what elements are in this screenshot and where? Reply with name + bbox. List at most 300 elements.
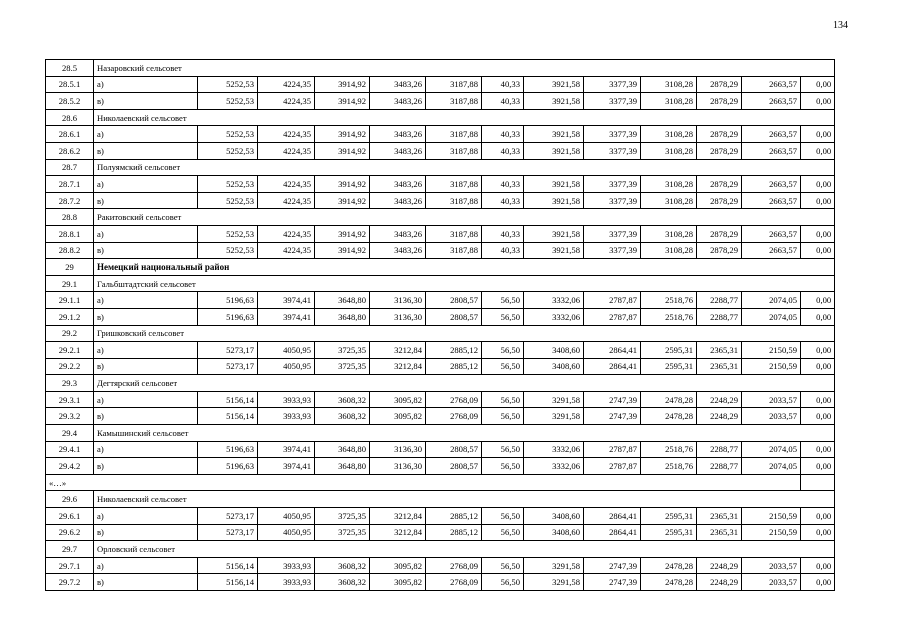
row-label: в) [94, 93, 198, 110]
value-cell: 3483,26 [370, 225, 426, 242]
value-cell: 56,50 [482, 391, 524, 408]
table-row [46, 458, 835, 475]
row-label: в) [94, 358, 198, 375]
value-cell: 2663,57 [742, 76, 801, 93]
value-cell: 0,00 [801, 358, 835, 375]
value-cell: 2033,57 [742, 574, 801, 591]
value-cell: 3187,88 [426, 192, 482, 209]
section-header-row [46, 159, 835, 176]
table-row [46, 126, 835, 143]
value-cell: 56,50 [482, 524, 524, 541]
value-cell: 4224,35 [258, 126, 315, 143]
value-cell: 2663,57 [742, 176, 801, 193]
value-cell: 2365,31 [697, 358, 742, 375]
value-cell: 2878,29 [697, 192, 742, 209]
value-cell: 56,50 [482, 308, 524, 325]
table-row [46, 176, 835, 193]
row-code: 29.1.2 [46, 308, 94, 325]
value-cell: 3108,28 [641, 93, 697, 110]
row-code: 29.7 [46, 541, 94, 558]
value-cell: 3933,93 [258, 574, 315, 591]
value-cell: 3108,28 [641, 192, 697, 209]
row-code: 29.4.1 [46, 441, 94, 458]
value-cell: 3095,82 [370, 391, 426, 408]
value-cell: 3187,88 [426, 76, 482, 93]
value-cell: 2595,31 [641, 358, 697, 375]
value-cell: 3187,88 [426, 93, 482, 110]
value-cell: 4224,35 [258, 242, 315, 259]
value-cell: 4050,95 [258, 508, 315, 525]
value-cell: 2747,39 [584, 574, 641, 591]
value-cell: 3136,30 [370, 441, 426, 458]
value-cell: 5252,53 [198, 76, 258, 93]
value-cell: 56,50 [482, 557, 524, 574]
value-cell: 0,00 [801, 225, 835, 242]
value-cell: 3377,39 [584, 142, 641, 159]
value-cell: 40,33 [482, 225, 524, 242]
value-cell: 56,50 [482, 408, 524, 425]
value-cell: 56,50 [482, 441, 524, 458]
row-label: а) [94, 292, 198, 309]
value-cell: 2663,57 [742, 192, 801, 209]
value-cell: 3212,84 [370, 524, 426, 541]
value-cell: 2768,09 [426, 408, 482, 425]
value-cell: 2878,29 [697, 93, 742, 110]
value-cell: 2878,29 [697, 176, 742, 193]
value-cell: 3608,32 [315, 391, 370, 408]
value-cell: 2033,57 [742, 391, 801, 408]
value-cell: 3108,28 [641, 142, 697, 159]
value-cell: 3408,60 [524, 342, 584, 359]
section-name: Дегтярский сельсовет [94, 375, 835, 392]
value-cell: 4050,95 [258, 342, 315, 359]
row-code: 28.7.1 [46, 176, 94, 193]
value-cell: 56,50 [482, 574, 524, 591]
section-header-row [46, 259, 835, 276]
value-cell: 3377,39 [584, 93, 641, 110]
value-cell: 5273,17 [198, 358, 258, 375]
value-cell: 2768,09 [426, 557, 482, 574]
section-header-row [46, 109, 835, 126]
section-header-row [46, 375, 835, 392]
value-cell: 2365,31 [697, 342, 742, 359]
value-cell: 40,33 [482, 126, 524, 143]
value-cell: 2878,29 [697, 126, 742, 143]
value-cell: 3108,28 [641, 242, 697, 259]
section-name: Полуямский сельсовет [94, 159, 835, 176]
value-cell: 3291,58 [524, 408, 584, 425]
value-cell: 2150,59 [742, 342, 801, 359]
value-cell: 2288,77 [697, 292, 742, 309]
value-cell: 40,33 [482, 93, 524, 110]
value-cell: 3332,06 [524, 308, 584, 325]
value-cell: 0,00 [801, 408, 835, 425]
value-cell: 3933,93 [258, 408, 315, 425]
value-cell: 3483,26 [370, 242, 426, 259]
row-code: 29.1.1 [46, 292, 94, 309]
value-cell: 2768,09 [426, 391, 482, 408]
table-row [46, 292, 835, 309]
row-code: 28.8.1 [46, 225, 94, 242]
row-code: 28.6.2 [46, 142, 94, 159]
row-code: 29.7.1 [46, 557, 94, 574]
section-header-row [46, 325, 835, 342]
row-label: в) [94, 242, 198, 259]
value-cell: 2248,29 [697, 391, 742, 408]
value-cell: 3608,32 [315, 574, 370, 591]
tariff-table [45, 59, 835, 591]
value-cell: 0,00 [801, 292, 835, 309]
value-cell: 0,00 [801, 441, 835, 458]
value-cell: 3914,92 [315, 176, 370, 193]
value-cell: 5156,14 [198, 391, 258, 408]
value-cell: 5252,53 [198, 192, 258, 209]
value-cell: 2478,28 [641, 557, 697, 574]
table-row [46, 93, 835, 110]
row-label: в) [94, 574, 198, 591]
value-cell: 2518,76 [641, 458, 697, 475]
value-cell: 0,00 [801, 557, 835, 574]
table-row [46, 192, 835, 209]
row-code: 29.6 [46, 491, 94, 508]
value-cell: 40,33 [482, 192, 524, 209]
row-code: 29.2.1 [46, 342, 94, 359]
value-cell: 3648,80 [315, 308, 370, 325]
value-cell: 0,00 [801, 342, 835, 359]
section-name: Гришковский сельсовет [94, 325, 835, 342]
value-cell: 2885,12 [426, 342, 482, 359]
value-cell: 3483,26 [370, 142, 426, 159]
value-cell: 2885,12 [426, 508, 482, 525]
value-cell: 5273,17 [198, 524, 258, 541]
value-cell: 3483,26 [370, 93, 426, 110]
value-cell: 3408,60 [524, 508, 584, 525]
value-cell: 2747,39 [584, 408, 641, 425]
value-cell: 3914,92 [315, 93, 370, 110]
section-name: Немецкий национальный район [94, 259, 835, 276]
value-cell: 2663,57 [742, 142, 801, 159]
value-cell: 2808,57 [426, 292, 482, 309]
value-cell: 2074,05 [742, 292, 801, 309]
row-label: в) [94, 524, 198, 541]
value-cell: 2150,59 [742, 524, 801, 541]
value-cell: 2864,41 [584, 358, 641, 375]
section-name: Николаевский сельсовет [94, 491, 835, 508]
value-cell: 2033,57 [742, 408, 801, 425]
row-code: 29.3.2 [46, 408, 94, 425]
value-cell: 2074,05 [742, 458, 801, 475]
value-cell: 0,00 [801, 391, 835, 408]
row-label: в) [94, 408, 198, 425]
value-cell: 3921,58 [524, 126, 584, 143]
value-cell: 3291,58 [524, 574, 584, 591]
section-header-row [46, 60, 835, 77]
value-cell: 4050,95 [258, 524, 315, 541]
value-cell: 2248,29 [697, 574, 742, 591]
value-cell: 3914,92 [315, 76, 370, 93]
section-header-row [46, 425, 835, 442]
value-cell: 4224,35 [258, 142, 315, 159]
value-cell: 2288,77 [697, 308, 742, 325]
value-cell: 2288,77 [697, 441, 742, 458]
value-cell: 2595,31 [641, 524, 697, 541]
row-label: в) [94, 192, 198, 209]
value-cell: 2033,57 [742, 557, 801, 574]
section-name: Николаевский сельсовет [94, 109, 835, 126]
table-row [46, 508, 835, 525]
value-cell: 5196,63 [198, 308, 258, 325]
table-row [46, 574, 835, 591]
table-row [46, 308, 835, 325]
section-name: Ракитовский сельсовет [94, 209, 835, 226]
value-cell: 4224,35 [258, 76, 315, 93]
value-cell: 2663,57 [742, 93, 801, 110]
value-cell: 4224,35 [258, 176, 315, 193]
value-cell: 5252,53 [198, 126, 258, 143]
value-cell: 3914,92 [315, 242, 370, 259]
value-cell: 3187,88 [426, 242, 482, 259]
value-cell: 3725,35 [315, 358, 370, 375]
row-label: в) [94, 458, 198, 475]
value-cell: 3483,26 [370, 76, 426, 93]
row-label: а) [94, 391, 198, 408]
table-row [46, 342, 835, 359]
row-code: 28.8 [46, 209, 94, 226]
value-cell: 3974,41 [258, 308, 315, 325]
value-cell: 2663,57 [742, 242, 801, 259]
value-cell: 56,50 [482, 508, 524, 525]
row-label: а) [94, 176, 198, 193]
row-code: 29.3 [46, 375, 94, 392]
row-code: 28.7.2 [46, 192, 94, 209]
value-cell: 2787,87 [584, 441, 641, 458]
value-cell: 3914,92 [315, 142, 370, 159]
value-cell: 3187,88 [426, 126, 482, 143]
row-code: 28.5 [46, 60, 94, 77]
value-cell: 4224,35 [258, 192, 315, 209]
section-name: Орловский сельсовет [94, 541, 835, 558]
value-cell: 56,50 [482, 358, 524, 375]
value-cell: 40,33 [482, 76, 524, 93]
value-cell: 2878,29 [697, 142, 742, 159]
value-cell: 3108,28 [641, 126, 697, 143]
value-cell: 2768,09 [426, 574, 482, 591]
value-cell: 2518,76 [641, 441, 697, 458]
value-cell: 2808,57 [426, 308, 482, 325]
value-cell: 3332,06 [524, 458, 584, 475]
value-cell: 3725,35 [315, 508, 370, 525]
value-cell: 3648,80 [315, 441, 370, 458]
row-label: в) [94, 308, 198, 325]
value-cell: 2518,76 [641, 308, 697, 325]
value-cell: 3291,58 [524, 557, 584, 574]
row-code: 29.4 [46, 425, 94, 442]
value-cell: 2747,39 [584, 557, 641, 574]
value-cell: 2365,31 [697, 508, 742, 525]
value-cell: 0,00 [801, 142, 835, 159]
value-cell: 5252,53 [198, 225, 258, 242]
value-cell: 3095,82 [370, 408, 426, 425]
value-cell: 5196,63 [198, 441, 258, 458]
value-cell: 3377,39 [584, 176, 641, 193]
value-cell: 3608,32 [315, 408, 370, 425]
value-cell: 3914,92 [315, 225, 370, 242]
section-name: Камышинский сельсовет [94, 425, 835, 442]
value-cell: 3136,30 [370, 308, 426, 325]
value-cell: 5156,14 [198, 408, 258, 425]
value-cell: 0,00 [801, 93, 835, 110]
value-cell: 3725,35 [315, 342, 370, 359]
value-cell: 2787,87 [584, 308, 641, 325]
section-header-row [46, 541, 835, 558]
row-code: 29.3.1 [46, 391, 94, 408]
value-cell: 2288,77 [697, 458, 742, 475]
table-row [46, 358, 835, 375]
value-cell: 3933,93 [258, 557, 315, 574]
value-cell: 2248,29 [697, 408, 742, 425]
value-cell: 5196,63 [198, 292, 258, 309]
row-label: а) [94, 76, 198, 93]
value-cell: 5156,14 [198, 574, 258, 591]
value-cell: 3483,26 [370, 126, 426, 143]
value-cell: 2365,31 [697, 524, 742, 541]
value-cell: 2787,87 [584, 292, 641, 309]
value-cell: 2518,76 [641, 292, 697, 309]
ellipsis-row [46, 474, 835, 491]
value-cell: 3914,92 [315, 126, 370, 143]
row-code: 29.6.1 [46, 508, 94, 525]
value-cell: 4224,35 [258, 93, 315, 110]
table-row [46, 441, 835, 458]
table-row [46, 408, 835, 425]
value-cell: 0,00 [801, 76, 835, 93]
value-cell: 2595,31 [641, 508, 697, 525]
value-cell: 3974,41 [258, 458, 315, 475]
value-cell: 2478,28 [641, 574, 697, 591]
value-cell: 3648,80 [315, 292, 370, 309]
page-number: 134 [833, 20, 848, 31]
value-cell: 3483,26 [370, 192, 426, 209]
value-cell: 0,00 [801, 242, 835, 259]
section-name: Назаровский сельсовет [94, 60, 835, 77]
section-name: Гальбштадтский сельсовет [94, 275, 835, 292]
value-cell: 2248,29 [697, 557, 742, 574]
value-cell: 3377,39 [584, 242, 641, 259]
value-cell: 2885,12 [426, 358, 482, 375]
value-cell: 3187,88 [426, 176, 482, 193]
value-cell: 5273,17 [198, 342, 258, 359]
value-cell: 3921,58 [524, 192, 584, 209]
row-code: 29.2 [46, 325, 94, 342]
value-cell: 3136,30 [370, 458, 426, 475]
value-cell: 40,33 [482, 242, 524, 259]
value-cell: 0,00 [801, 192, 835, 209]
value-cell: 5196,63 [198, 458, 258, 475]
value-cell: 2878,29 [697, 76, 742, 93]
value-cell: 2150,59 [742, 508, 801, 525]
value-cell: 0,00 [801, 574, 835, 591]
row-label: а) [94, 342, 198, 359]
row-code: 28.6.1 [46, 126, 94, 143]
value-cell: 2074,05 [742, 441, 801, 458]
row-label: а) [94, 557, 198, 574]
value-cell: 3608,32 [315, 557, 370, 574]
value-cell: 3212,84 [370, 358, 426, 375]
row-label: а) [94, 508, 198, 525]
value-cell: 5252,53 [198, 242, 258, 259]
value-cell: 3933,93 [258, 391, 315, 408]
value-cell: 2478,28 [641, 391, 697, 408]
value-cell: 3914,92 [315, 192, 370, 209]
value-cell: 3921,58 [524, 176, 584, 193]
omitted-rows-marker: «…» [46, 474, 801, 491]
value-cell: 3212,84 [370, 508, 426, 525]
value-cell: 3095,82 [370, 574, 426, 591]
value-cell: 3408,60 [524, 358, 584, 375]
table-row [46, 557, 835, 574]
value-cell: 0,00 [801, 126, 835, 143]
section-header-row [46, 491, 835, 508]
value-cell: 3921,58 [524, 93, 584, 110]
value-cell: 3408,60 [524, 524, 584, 541]
value-cell: 5252,53 [198, 142, 258, 159]
value-cell: 3377,39 [584, 126, 641, 143]
value-cell: 3974,41 [258, 441, 315, 458]
row-code: 28.8.2 [46, 242, 94, 259]
value-cell: 3187,88 [426, 225, 482, 242]
row-code: 28.5.2 [46, 93, 94, 110]
row-code: 28.7 [46, 159, 94, 176]
row-code: 29.6.2 [46, 524, 94, 541]
value-cell: 3921,58 [524, 76, 584, 93]
value-cell: 56,50 [482, 292, 524, 309]
value-cell: 3921,58 [524, 142, 584, 159]
value-cell: 3291,58 [524, 391, 584, 408]
row-code: 29.2.2 [46, 358, 94, 375]
value-cell: 2808,57 [426, 458, 482, 475]
value-cell: 5252,53 [198, 93, 258, 110]
value-cell: 4224,35 [258, 225, 315, 242]
value-cell: 40,33 [482, 176, 524, 193]
value-cell: 3108,28 [641, 176, 697, 193]
value-cell: 3921,58 [524, 242, 584, 259]
value-cell: 3136,30 [370, 292, 426, 309]
table-row [46, 142, 835, 159]
row-code: 28.5.1 [46, 76, 94, 93]
value-cell: 3187,88 [426, 142, 482, 159]
value-cell: 3377,39 [584, 192, 641, 209]
value-cell: 56,50 [482, 458, 524, 475]
value-cell: 3212,84 [370, 342, 426, 359]
value-cell: 2478,28 [641, 408, 697, 425]
value-cell: 56,50 [482, 342, 524, 359]
value-cell: 2150,59 [742, 358, 801, 375]
value-cell: 0,00 [801, 308, 835, 325]
value-cell: 0,00 [801, 508, 835, 525]
value-cell: 2074,05 [742, 308, 801, 325]
value-cell: 2663,57 [742, 225, 801, 242]
row-code: 28.6 [46, 109, 94, 126]
table-body [46, 60, 835, 591]
value-cell: 5252,53 [198, 176, 258, 193]
empty-cell [801, 474, 835, 491]
table-row [46, 76, 835, 93]
value-cell: 2864,41 [584, 508, 641, 525]
value-cell: 4050,95 [258, 358, 315, 375]
row-label: в) [94, 142, 198, 159]
row-label: а) [94, 225, 198, 242]
value-cell: 3921,58 [524, 225, 584, 242]
